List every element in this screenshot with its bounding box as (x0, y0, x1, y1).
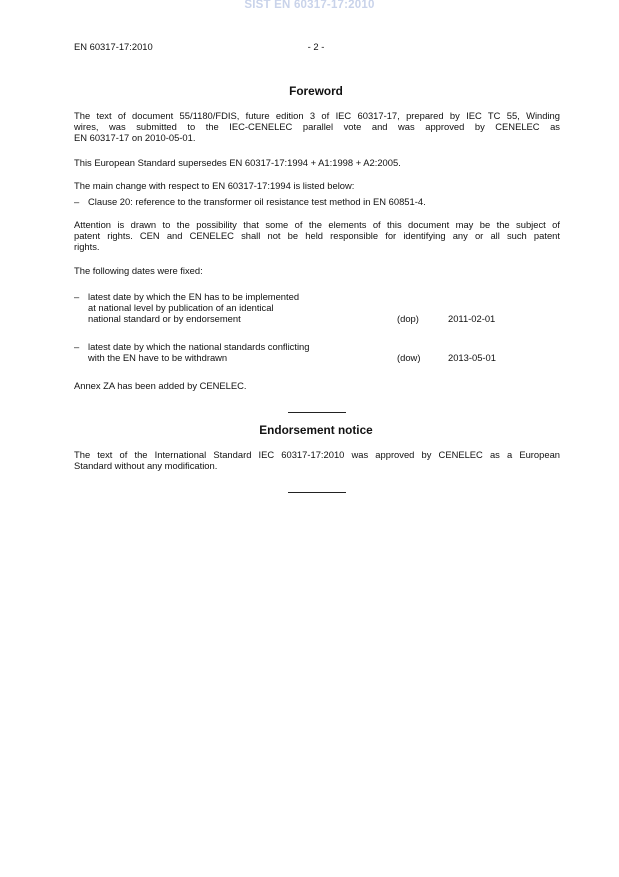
date-abbr: (dop) (397, 313, 419, 324)
section-divider (288, 492, 346, 493)
text-line: latest date by which the national standards conflicting (88, 341, 310, 352)
watermark: SIST EN 60317-17:2010 (244, 0, 375, 11)
date-abbr: (dow) (397, 352, 421, 363)
text-line: at national level by publication of an identical (88, 302, 274, 314)
section-divider (288, 412, 346, 413)
foreword-para-1 (74, 110, 560, 144)
endorsement-para (74, 449, 560, 471)
bullet-dash: – (74, 196, 80, 207)
foreword-title: Foreword (289, 84, 343, 98)
foreword-para-3: The main change with respect to EN 60317-17:1994 is listed below: (74, 180, 355, 191)
text-line: Standard without any modification. (74, 460, 218, 472)
date-entry-text (88, 291, 299, 325)
text-line: wires, was submitted to the IEC-CENELEC parallel vote and was approved by CENELEC as (74, 121, 560, 133)
text-line: latest date by which the EN has to be implemented (88, 291, 300, 302)
text-line: with the EN have to be withdrawn (88, 352, 228, 364)
header-doc-id: EN 60317-17:2010 (74, 41, 153, 52)
foreword-para-4 (74, 219, 560, 253)
text-line: rights. (74, 241, 100, 253)
text-line: Attention is drawn to the possibility that some of the elements of this document may be the subject of (74, 219, 560, 230)
text-line: EN 60317-17 on 2010-05-01. (74, 132, 196, 144)
date-value: 2011-02-01 (448, 313, 496, 324)
date-value: 2013-05-01 (448, 352, 496, 363)
foreword-para-2: This European Standard supersedes EN 60317-17:1994 + A1:1998 + A2:2005. (74, 157, 401, 168)
bullet-dash: – (74, 341, 80, 352)
header-page-number: - 2 - (307, 41, 325, 52)
foreword-para-5: The following dates were fixed: (74, 265, 203, 276)
bullet-dash: – (74, 291, 80, 302)
text-line: The text of the International Standard IEC 60317-17:2010 was approved by CENELEC as a European (74, 449, 560, 460)
change-item: Clause 20: reference to the transformer oil resistance test method in EN 60851-4. (88, 196, 426, 207)
text-line: patent rights. CEN and CENELEC shall not be held responsible for identifying any or all such patent (74, 230, 560, 242)
text-line: The text of document 55/1180/FDIS, future edition 3 of IEC 60317-17, prepared by IEC TC 55, Winding (74, 110, 560, 121)
endorsement-title: Endorsement notice (259, 423, 373, 437)
annex-note: Annex ZA has been added by CENELEC. (74, 380, 247, 391)
text-line: national standard or by endorsement (88, 313, 241, 325)
date-entry-text (88, 341, 310, 363)
